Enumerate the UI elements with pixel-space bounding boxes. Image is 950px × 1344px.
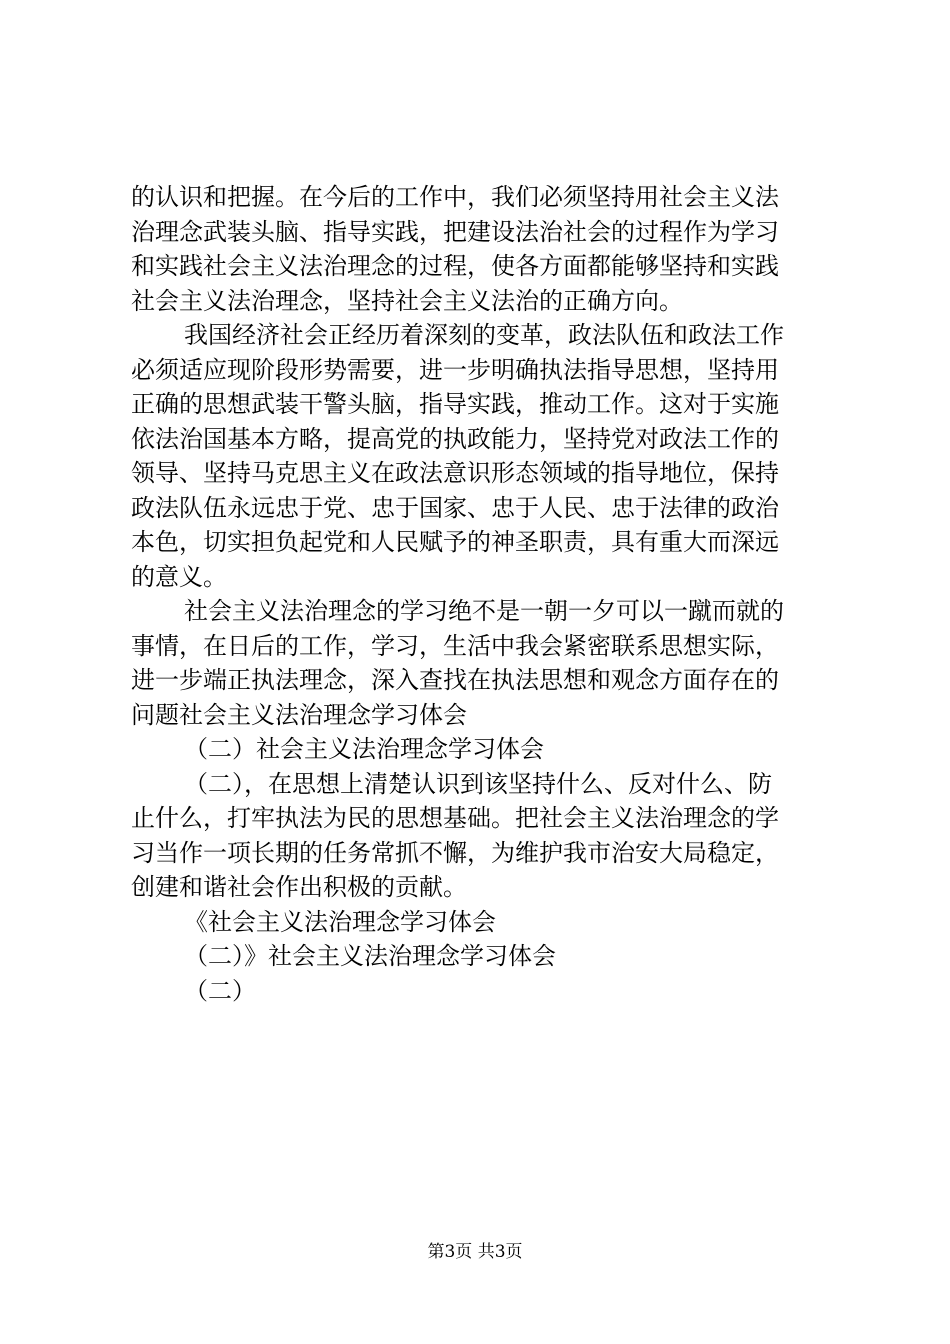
paragraph-start-line: 《社会主义法治理念学习体会: [184, 907, 496, 936]
text-line: 领导、坚持马克思主义在政法意识形态领域的指导地位，保持: [131, 459, 779, 487]
text-line: 进一步端正执法理念，深入查找在执法思想和观念方面存在的: [131, 666, 779, 694]
text-line: 问题社会主义法治理念学习体会: [131, 700, 467, 729]
paragraph-start-line: 社会主义法治理念的学习绝不是一朝一夕可以一蹴而就的: [184, 597, 784, 625]
text-line: 止什么，打牢执法为民的思想基础。把社会主义法治理念的学: [131, 804, 779, 832]
page-footer: 第3页 共3页: [427, 1242, 523, 1262]
text-line: 和实践社会主义法治理念的过程，使各方面都能够坚持和实践: [131, 252, 779, 280]
paragraph-start-line: （二），在思想上清楚认识到该坚持什么、反对什么、防: [184, 769, 772, 798]
text-line: 习当作一项长期的任务常抓不懈，为维护我市治安大局稳定，: [131, 838, 779, 867]
text-line: 事情，在日后的工作，学习，生活中我会紧密联系思想实际，: [131, 631, 779, 660]
document-body: [131, 180, 831, 1008]
paragraph-start-line: 我国经济社会正经历着深刻的变革，政法队伍和政法工作: [184, 321, 784, 349]
text-line: 必须适应现阶段形势需要，进一步明确执法指导思想，坚持用: [131, 355, 779, 384]
paragraph-start-line: （二）: [184, 976, 256, 1005]
text-line: 政法队伍永远忠于党、忠于国家、忠于人民、忠于法律的政治: [131, 493, 779, 522]
text-line: 依法治国基本方略，提高党的执政能力，坚持党对政法工作的: [131, 424, 779, 453]
text-line: 的认识和把握。在今后的工作中，我们必须坚持用社会主义法: [131, 183, 779, 211]
paragraph-start-line: （二）》社会主义法治理念学习体会: [184, 942, 556, 970]
text-line: 正确的思想武装干警头脑，指导实践，推动工作。这对于实施: [131, 390, 779, 418]
paragraph-start-line: （二）社会主义法治理念学习体会: [184, 735, 544, 763]
text-line: 创建和谐社会作出积极的贡献。: [131, 873, 467, 901]
text-line: 本色，切实担负起党和人民赋予的神圣职责，具有重大而深远: [131, 528, 779, 556]
text-line: 的意义。: [131, 562, 227, 591]
text-line: 社会主义法治理念，坚持社会主义法治的正确方向。: [131, 286, 683, 315]
text-line: 治理念武装头脑、指导实践，把建设法治社会的过程作为学习: [131, 217, 779, 246]
